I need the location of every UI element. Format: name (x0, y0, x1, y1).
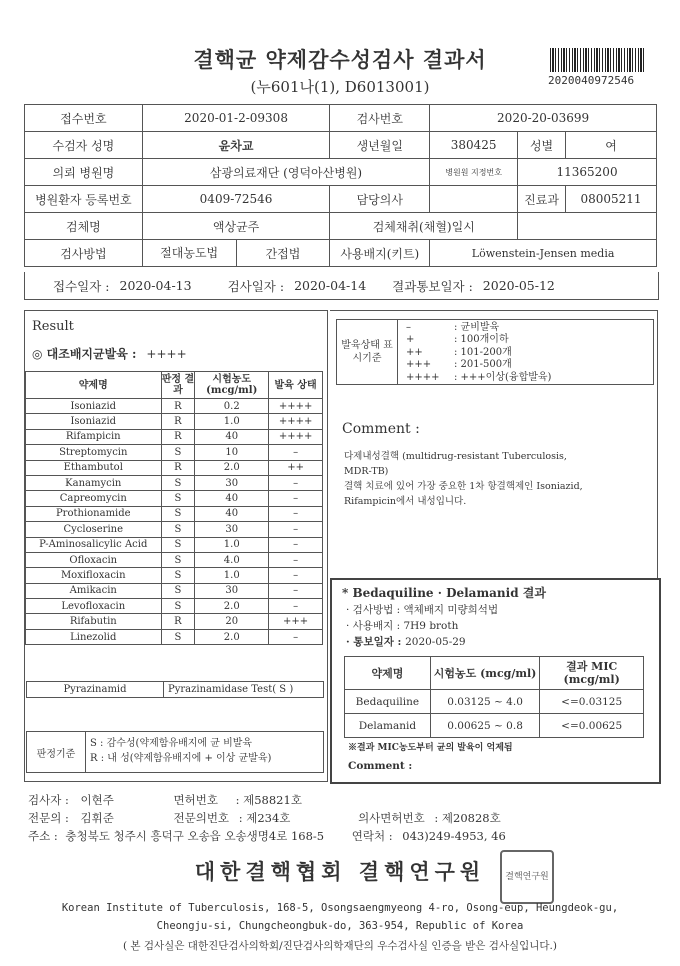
address: 충청북도 청주시 흥덕구 오송읍 오송생명4로 168-5 (65, 829, 325, 843)
drug-row (26, 568, 323, 583)
drug-judge: S (161, 568, 195, 583)
col-growth: 발육 상태 (269, 372, 323, 399)
result-label: Result (32, 319, 74, 334)
drug-row (26, 583, 323, 598)
specimen: 액상균주 (142, 213, 330, 240)
doctor-license-no: : 제20828호 (434, 811, 501, 825)
tested-date: 2020-04-14 (294, 278, 367, 293)
drug-name: Kanamycin (26, 475, 162, 490)
legend-row (406, 372, 551, 384)
drug-judge: S (161, 506, 195, 521)
drug-conc: 30 (195, 522, 269, 537)
bd-row-name: Delamanid (345, 714, 431, 738)
report-subtitle: (누601나(1), D6013001) (250, 78, 430, 96)
patient-info-table (24, 104, 657, 267)
bedaquiline-report (346, 634, 466, 649)
drug-row (26, 445, 323, 460)
pyrazinamide-row (26, 681, 324, 698)
certification-note: ( 본 검사실은 대한진단검사의학회/진단검사의학재단의 우수검사실 인증을 받은 검사실입니다.) (122, 940, 557, 952)
bedaquiline-report-label: · 통보일자 : (346, 636, 402, 648)
drug-growth: – (269, 475, 323, 490)
drug-growth: ++++ (269, 414, 323, 429)
bedaquiline-method: · 검사방법 : 액체배지 미량희석법 (346, 604, 499, 616)
hospital-label: 의뢰 병원명 (25, 159, 143, 186)
drug-row (26, 414, 323, 429)
drug-growth: ++++ (269, 399, 323, 414)
doctor-label: 담당의사 (330, 186, 430, 213)
bedaquiline-table (344, 656, 644, 738)
address-en-1: Korean Institute of Tuberculosis, 168-5, Osongsaengmyeong 4-ro, Osong-eup, Heungdeok-gu, (61, 902, 619, 914)
organization-name: 대한결핵협회 결핵연구원 (194, 859, 486, 884)
drug-row (26, 491, 323, 506)
drug-row (26, 460, 323, 475)
drug-judge: S (161, 583, 195, 598)
tester-line (28, 792, 302, 808)
drug-conc: 10 (195, 445, 269, 460)
drug-name: P-Aminosalicylic Acid (26, 537, 162, 552)
comment-label: Comment : (342, 421, 420, 437)
method-label: 검사방법 (25, 240, 143, 267)
patient-no: 0409-72546 (142, 186, 330, 213)
drug-judge: S (161, 537, 195, 552)
drug-judge: R (161, 414, 195, 429)
license-no: : 제58821호 (235, 793, 302, 807)
hospital-code: 11365200 (518, 159, 657, 186)
drug-name: Cycloserine (26, 522, 162, 537)
legend-label: 발육상태 표시기준 (337, 320, 398, 384)
bedaquiline-panel (330, 578, 661, 784)
legend-symbol: ++ (406, 346, 423, 358)
drug-row (26, 475, 323, 490)
dob-label: 생년월일 (330, 132, 430, 159)
legend-row (406, 347, 551, 359)
drug-judge: R (161, 614, 195, 629)
bd-col-drug: 약제명 (345, 657, 431, 690)
culture-label: ◎ 대조배지균발육 : (32, 347, 137, 361)
drug-row (26, 552, 323, 567)
expert-line (28, 810, 501, 826)
bedaquiline-title: * Bedaquiline · Delamanid 결과 (342, 586, 546, 600)
drug-conc: 2.0 (195, 599, 269, 614)
drug-name: Streptomycin (26, 445, 162, 460)
bedaquiline-report-date: 2020-05-29 (405, 636, 466, 648)
drug-judge: S (161, 491, 195, 506)
expert-name: 김휘준 (80, 811, 114, 825)
expert-no-label: 전문의번호 (173, 811, 230, 825)
patient-no-label: 병원환자 등록번호 (25, 186, 143, 213)
reported-label: 결과통보일자 : (392, 278, 473, 294)
pyrazinamide-name: Pyrazinamid (27, 682, 164, 697)
legend-desc: : 균비발육 (454, 322, 500, 333)
name-label: 수검자 성명 (25, 132, 143, 159)
bedaquiline-note: ※결과 MIC농도부터 균의 발육이 억제됨 (348, 743, 513, 753)
drug-conc: 2.0 (195, 629, 269, 644)
comment-line-4: Rifampicin에서 내성입니다. (344, 496, 467, 507)
col-conc: 시험농도 (mcg/ml) (195, 372, 269, 399)
drug-growth: – (269, 599, 323, 614)
contact-label: 연락처 : (351, 829, 393, 843)
drug-conc: 1.0 (195, 568, 269, 583)
drug-table (25, 371, 323, 645)
dept: 08005211 (566, 186, 657, 213)
medium: Löwenstein-Jensen media (430, 240, 657, 267)
report-title: 결핵균 약제감수성검사 결과서 (193, 47, 487, 72)
drug-row (26, 399, 323, 414)
drug-conc: 40 (195, 506, 269, 521)
method-1: 절대농도법 (143, 240, 237, 266)
drug-name: Ofloxacin (26, 552, 162, 567)
drug-name: Rifabutin (26, 614, 162, 629)
drug-growth: – (269, 445, 323, 460)
bd-row-name: Bedaquiline (345, 690, 431, 714)
drug-growth: ++++ (269, 429, 323, 444)
patient-name: 윤차교 (142, 132, 330, 159)
comment-line-2: MDR-TB) (344, 466, 389, 477)
drug-conc: 40 (195, 491, 269, 506)
drug-conc: 30 (195, 475, 269, 490)
drug-conc: 30 (195, 583, 269, 598)
drug-name: Ethambutol (26, 460, 162, 475)
bedaquiline-medium: · 사용배지 : 7H9 broth (346, 620, 459, 632)
doctor (430, 186, 518, 213)
sex-label: 성별 (518, 132, 566, 159)
receipt-no: 2020-01-2-09308 (142, 105, 330, 132)
expert-label: 전문의 : (28, 811, 69, 825)
legend-symbol: – (406, 322, 411, 333)
drug-conc: 1.0 (195, 414, 269, 429)
drug-judge: S (161, 629, 195, 644)
legend-desc: : +++이상(융합발육) (454, 371, 552, 383)
criteria-s: S : 감수성(약제함유배지에 균 비발육 (90, 738, 253, 749)
drug-growth: – (269, 522, 323, 537)
test-no-label: 검사번호 (330, 105, 430, 132)
drug-growth: – (269, 629, 323, 644)
license-label: 면허번호 (173, 793, 218, 807)
criteria-r: R : 내 성(약제함유배지에 + 이상 균발육) (90, 753, 272, 764)
drug-judge: S (161, 599, 195, 614)
culture-growth (32, 345, 187, 362)
barcode (550, 48, 646, 72)
drug-conc: 0.2 (195, 399, 269, 414)
bd-row-mic: <=0.00625 (540, 714, 644, 738)
growth-legend (336, 319, 654, 385)
drug-growth: – (269, 537, 323, 552)
drug-row (26, 429, 323, 444)
legend-row (406, 322, 551, 334)
barcode-number: 2020040972546 (548, 74, 635, 87)
drug-row (26, 614, 323, 629)
legend-symbol: +++ (406, 359, 432, 371)
contact: 043)249-4953, 46 (402, 829, 506, 843)
drug-conc: 2.0 (195, 460, 269, 475)
criteria-label: 판정기준 (27, 732, 86, 772)
address-en-2: Cheongju-si, Chungcheongbuk-do, 363-954, Republic of Korea (156, 920, 524, 932)
col-drug: 약제명 (26, 372, 162, 399)
legend-row (406, 334, 551, 346)
drug-growth: – (269, 568, 323, 583)
drug-conc: 4.0 (195, 552, 269, 567)
dept-label: 진료과 (518, 186, 566, 213)
drug-name: Capreomycin (26, 491, 162, 506)
address-line (28, 828, 506, 844)
legend-desc: : 201-500개 (454, 359, 512, 371)
received-label: 접수일자 : (53, 278, 110, 294)
sex: 여 (566, 132, 657, 159)
expert-no: : 제234호 (238, 811, 291, 825)
legend-symbol: + (406, 334, 415, 346)
drug-name: Rifampicin (26, 429, 162, 444)
comment-line-3: 결핵 치료에 있어 가장 중요한 1차 항결핵제인 Isoniazid, (344, 481, 583, 492)
pyrazinamide-test: Pyrazinamidase Test( S ) (168, 684, 294, 695)
hospital-code-label: 병원원 지정번호 (430, 159, 518, 186)
legend-comment-panel (330, 310, 658, 580)
drug-judge: R (161, 429, 195, 444)
address-label: 주소 : (28, 829, 58, 843)
legend-desc: : 101-200개 (454, 346, 512, 358)
legend-symbol: ++++ (406, 371, 440, 383)
culture-value: ++++ (146, 347, 187, 361)
collect (518, 213, 657, 240)
receipt-no-label: 접수번호 (25, 105, 143, 132)
tester-name: 이현주 (80, 793, 114, 807)
official-seal: 결핵연구원 (500, 850, 554, 904)
criteria-box (26, 731, 324, 773)
bd-row-conc: 0.03125 ~ 4.0 (430, 690, 540, 714)
bd-row-conc: 0.00625 ~ 0.8 (430, 714, 540, 738)
drug-growth: – (269, 583, 323, 598)
drug-name: Amikacin (26, 583, 162, 598)
method-2: 간접법 (265, 246, 301, 261)
legend-row (406, 359, 551, 371)
drug-conc: 1.0 (195, 537, 269, 552)
drug-judge: R (161, 460, 195, 475)
drug-conc: 40 (195, 429, 269, 444)
dates-row (24, 272, 659, 300)
bd-row-mic: <=0.03125 (540, 690, 644, 714)
col-judge: 판정 결과 (161, 372, 195, 399)
bedaquiline-comment-label: Comment : (348, 760, 413, 772)
drug-name: Linezolid (26, 629, 162, 644)
drug-name: Isoniazid (26, 399, 162, 414)
tester-label: 검사자 : (28, 793, 69, 807)
drug-judge: S (161, 522, 195, 537)
drug-row (26, 506, 323, 521)
drug-conc: 20 (195, 614, 269, 629)
doctor-license-label: 의사면허번호 (358, 811, 425, 825)
drug-growth: – (269, 506, 323, 521)
drug-growth: +++ (269, 614, 323, 629)
drug-row (26, 537, 323, 552)
drug-name: Levofloxacin (26, 599, 162, 614)
tested-label: 검사일자 : (227, 278, 285, 294)
drug-judge: S (161, 445, 195, 460)
bd-col-conc: 시험농도 (mcg/ml) (430, 657, 540, 690)
specimen-label: 검체명 (25, 213, 143, 240)
hospital: 삼광의료재단 (영덕아산병원) (142, 159, 429, 186)
drug-judge: R (161, 399, 195, 414)
drug-judge: S (161, 475, 195, 490)
reported-date: 2020-05-12 (482, 278, 555, 293)
drug-name: Moxifloxacin (26, 568, 162, 583)
comment-line-1: 다제내성결핵 (multidrug-resistant Tuberculosis, (344, 451, 567, 462)
comment-body (344, 449, 644, 509)
medium-label: 사용배지(키트) (330, 240, 430, 267)
dob: 380425 (430, 132, 518, 159)
drug-row (26, 629, 323, 644)
result-panel (24, 310, 328, 782)
drug-row (26, 599, 323, 614)
drug-growth: – (269, 491, 323, 506)
collect-label: 검체채취(채혈)일시 (330, 213, 518, 240)
received-date: 2020-04-13 (119, 278, 192, 293)
legend-desc: : 100개이하 (454, 334, 509, 346)
drug-judge: S (161, 552, 195, 567)
test-no: 2020-20-03699 (430, 105, 657, 132)
drug-growth: – (269, 552, 323, 567)
drug-name: Prothionamide (26, 506, 162, 521)
drug-growth: ++ (269, 460, 323, 475)
drug-row (26, 522, 323, 537)
drug-name: Isoniazid (26, 414, 162, 429)
bd-col-mic: 결과 MIC (mcg/ml) (540, 657, 644, 690)
